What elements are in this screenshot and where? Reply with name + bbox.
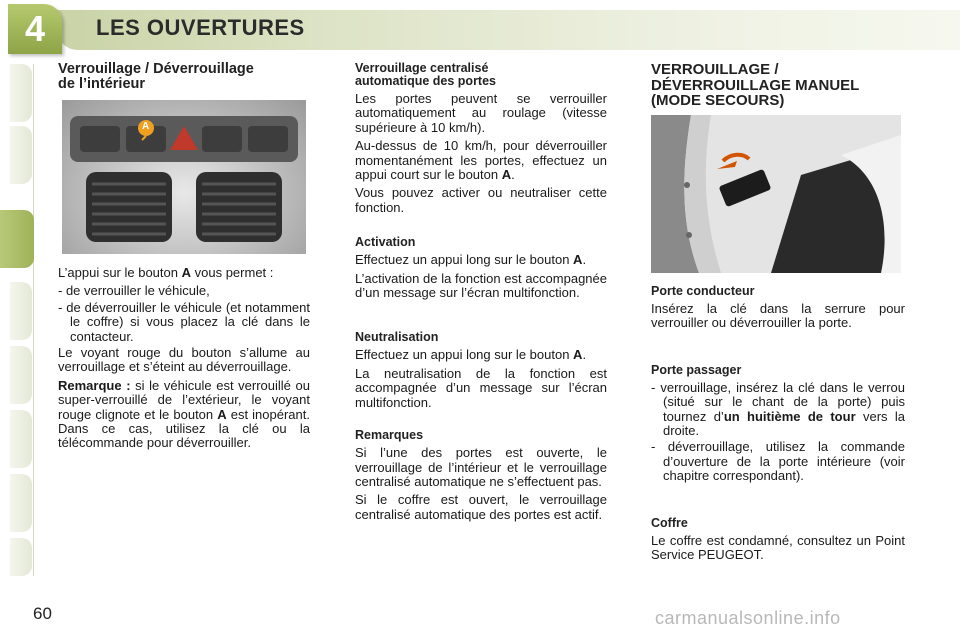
column-interior-locking (58, 62, 310, 96)
heading-line: VERROUILLAGE / (651, 61, 779, 78)
chapter-side-tabs (0, 64, 34, 576)
driver-door-paragraph: Insérez la clé dans la serrure pour verrouiller ou déverrouiller la porte. (651, 301, 905, 331)
column-auto-locking (355, 62, 607, 526)
neutralisation-p1 (355, 348, 607, 362)
passenger-door-heading: Porte passager (651, 362, 742, 377)
passenger-bullet-unlock: - déverrouillage, utilisez la commande d’ouverture de la porte intérieure (voir chapitre correspondant). (651, 439, 905, 484)
text-run: . (511, 167, 515, 183)
bullet-lock: - de verrouiller le véhicule, (58, 283, 210, 299)
section-heading-auto-locking (355, 62, 607, 88)
button-ref: A (181, 265, 191, 280)
heading-line: DÉVERROUILLAGE MANUEL (651, 76, 860, 94)
door-lock-photo (651, 115, 901, 273)
side-tab-8 (10, 538, 32, 576)
side-tab-6 (10, 410, 32, 468)
driver-door-heading: Porte conducteur (651, 284, 755, 298)
auto-lock-p3: Vous pouvez activer ou neutraliser cette fonction. (355, 185, 607, 215)
callout-label-a: A (142, 121, 150, 132)
boot-paragraph: Le coffre est condamné, consultez un Point Service PEUGEOT. (651, 532, 905, 563)
remarks-p1: Si l’une des portes est ouverte, le verrouillage de l’intérieur et le verrouillage centralisé automatique ne s’effectuent pas. (355, 445, 607, 489)
dashboard-button-photo (62, 100, 306, 254)
button-ref: A (501, 167, 512, 183)
text-run: . (582, 252, 587, 268)
remark-label: Remarque : (58, 377, 131, 393)
text-run: L’appui sur le bouton (58, 265, 178, 280)
door-illustration (651, 115, 901, 273)
chapter-number: 4 (24, 8, 46, 49)
page-title: LES OUVERTURES (96, 15, 305, 40)
heading-line: de l’intérieur (58, 76, 146, 92)
auto-lock-p2 (355, 139, 607, 182)
side-tab-7 (10, 474, 32, 532)
heading-line: Verrouillage centralisé (355, 61, 489, 75)
intro-paragraph (58, 266, 310, 280)
button-ref: A (573, 252, 583, 268)
text-run: Au-dessus de 10 km/h, pour déverrouiller momentanément les portes, effectuez un appui court sur le bouton (355, 138, 607, 183)
button-ref: A (573, 347, 583, 363)
button-ref: A (217, 406, 227, 422)
remarks-p2: Si le coffre est ouvert, le verrouillage centralisé automatique des portes est actif. (355, 492, 607, 522)
side-tab-1 (10, 64, 32, 122)
heading-line: automatique des portes (355, 74, 496, 88)
side-tab-5 (10, 346, 32, 404)
side-tab-2 (10, 126, 32, 184)
text-run: - verrouillage, insérez la clé dans le verrou (situé sur le chant de la porte) puis tournez d’ (651, 379, 905, 424)
dashboard-illustration (62, 100, 306, 254)
text-run: vous permet : (194, 265, 274, 280)
column-manual-locking-body (651, 284, 905, 566)
text-emphasis: un huitième de tour (723, 408, 856, 424)
bullet-unlock: - de déverrouiller le véhicule (et notamment le coffre) si vous placez la clé dans le contacteur. (58, 299, 310, 344)
heading-line: Verrouillage / Déverrouillage (58, 61, 254, 77)
column-manual-locking (651, 62, 905, 109)
watermark: carmanualsonline.info (655, 608, 841, 628)
activation-p2: L’activation de la fonction est accompagnée d’un message sur l’écran multifonction. (355, 270, 607, 301)
boot-heading: Coffre (651, 515, 688, 530)
text-run: Effectuez un appui long sur le bouton (355, 347, 570, 363)
remarks-heading: Remarques (355, 428, 424, 443)
neutralisation-heading: Neutralisation (355, 330, 439, 345)
section-heading-manual-locking (651, 62, 905, 109)
page-header (0, 0, 960, 56)
auto-lock-p1: Les portes peuvent se verrouiller automatiquement au roulage (vitesse supérieure à 10 km/h). (355, 91, 607, 135)
column-interior-locking-body (58, 266, 310, 455)
text-run: est inopérant. Dans ce cas, utilisez la clé ou la télécommande pour déverrouiller. (58, 406, 310, 451)
side-tab-active (0, 210, 34, 268)
text-run: si le véhicule est verrouillé ou super-verrouillé de l’extérieur, le voyant rouge clignote et le bouton (58, 377, 310, 422)
side-tab-4 (10, 282, 32, 340)
light-paragraph: Le voyant rouge du bouton s’allume au verrouillage et s’éteint au déverrouillage. (58, 345, 310, 375)
page-number: 60 (33, 604, 52, 623)
activation-p1 (355, 253, 607, 267)
activation-heading: Activation (355, 235, 416, 250)
neutralisation-p2: La neutralisation de la fonction est accompagnée d’un message sur l’écran multifonction. (355, 365, 607, 410)
text-run: . (582, 347, 587, 363)
heading-line: (MODE SECOURS) (651, 92, 785, 109)
passenger-bullet-lock (651, 381, 905, 439)
text-run: Effectuez un appui long sur le bouton (355, 252, 570, 268)
remark-paragraph (58, 379, 310, 451)
text-run: vers la droite. (663, 408, 905, 439)
section-heading-interior-locking (58, 62, 310, 92)
